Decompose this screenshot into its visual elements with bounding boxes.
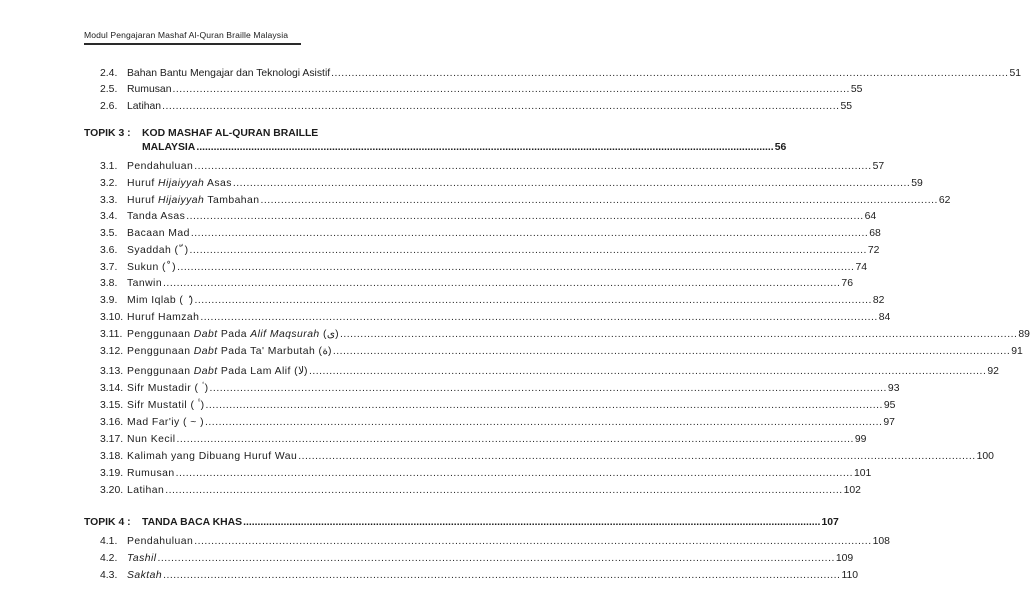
entry-title-text: Bahan Bantu Mengajar dan Teknologi Asistif <box>127 68 331 79</box>
entry-title <box>127 82 171 98</box>
entry-number: 3.3. <box>100 195 118 206</box>
entry-title-text: Pada <box>217 329 251 340</box>
entry-title <box>127 66 330 82</box>
entry-number: 3.18. <box>100 451 124 462</box>
entry-page-number: 62 <box>938 195 951 206</box>
dot-leader: ........................................................................................................................................................................................................ <box>332 346 1011 357</box>
dot-leader: ........................................................................................................................................................................................................ <box>175 468 853 479</box>
topic-heading[interactable] <box>84 515 839 531</box>
entry-page-number: 100 <box>976 451 994 462</box>
entry-page-number: 64 <box>864 211 877 222</box>
dot-leader: ........................................................................................................................................................................................................ <box>339 329 1018 340</box>
toc-entry[interactable] <box>84 449 994 465</box>
toc-entry[interactable] <box>84 310 891 326</box>
entry-page-number: 92 <box>987 366 999 377</box>
toc-entry[interactable] <box>84 276 853 292</box>
entry-title-text: Syaddah ( ّ ) <box>127 245 189 256</box>
entry-title-italic: Dabt <box>193 329 218 340</box>
entry-title-italic: Tashil <box>127 553 157 564</box>
entry-title-text: Rumusan <box>127 468 175 479</box>
entry-page-number: 110 <box>841 570 859 581</box>
entry-number: 3.17. <box>100 434 124 445</box>
entry-title <box>127 364 308 380</box>
topic-title: TANDA BACA KHAS <box>142 517 243 528</box>
toc-entry[interactable] <box>84 466 872 482</box>
entry-number: 3.1. <box>100 161 118 172</box>
toc-entry[interactable] <box>84 99 853 115</box>
entry-page-number: 57 <box>872 161 885 172</box>
entry-title-text: Latihan <box>127 485 165 496</box>
entry-number: 4.1. <box>100 536 118 547</box>
entry-title-text: Huruf Hamzah <box>127 312 200 323</box>
toc-entry[interactable] <box>84 176 923 192</box>
entry-title-text: Sukun ( ْ ) <box>127 262 177 273</box>
header-rule <box>84 43 301 45</box>
entry-title <box>127 327 339 343</box>
entry-title <box>127 293 193 309</box>
entry-page-number: 108 <box>872 536 890 547</box>
entry-title <box>127 398 205 414</box>
entry-title-text: Penggunaan <box>127 366 194 377</box>
entry-title-italic: Hijaiyyah <box>158 178 205 189</box>
toc-entry[interactable] <box>84 432 867 448</box>
entry-title-italic: Alif Maqsurah <box>250 329 320 340</box>
dot-leader: ........................................................................................................................................................................................................ <box>157 553 835 564</box>
topic-label: TOPIK 3 : <box>84 128 131 139</box>
entry-title-text: Pendahuluan <box>127 536 194 547</box>
entry-title <box>127 381 209 397</box>
dot-leader: ........................................................................................................................................................................................................ <box>200 312 878 323</box>
entry-title-italic: Saktah <box>127 570 163 581</box>
entry-number: 3.16. <box>100 417 124 428</box>
entry-page-number: 74 <box>855 262 867 273</box>
entry-title <box>127 534 193 550</box>
entry-title <box>127 159 193 175</box>
entry-number: 3.20. <box>100 485 124 496</box>
entry-number: 3.14. <box>100 383 124 394</box>
entry-title <box>127 415 204 431</box>
toc-entry[interactable] <box>84 260 867 276</box>
toc-entry[interactable] <box>84 193 951 209</box>
entry-page-number: 51 <box>1009 68 1022 79</box>
entry-page-number: 82 <box>872 295 885 306</box>
entry-title-text: Penggunaan <box>127 329 194 340</box>
dot-leader: ........................................................................................................................................................................................................ <box>209 383 887 394</box>
toc-entry[interactable] <box>84 226 881 242</box>
topic-page-number: 56 <box>774 142 787 153</box>
entry-title-text: Tambahan <box>204 195 260 206</box>
entry-page-number: 93 <box>887 383 900 394</box>
entry-title <box>127 568 162 584</box>
entry-title-text: Sifr Mustadir ( ۟ ) <box>127 383 209 394</box>
entry-number: 3.9. <box>100 295 118 306</box>
toc-entry[interactable] <box>84 534 890 550</box>
topic-label: TOPIK 4 : <box>84 517 131 528</box>
toc-entry[interactable] <box>84 483 861 499</box>
entry-title-text: Pada Lam Alif (لا) <box>217 366 308 377</box>
entry-page-number: 97 <box>883 417 895 428</box>
dot-leader: ........................................................................................................................................................................................................ <box>163 570 841 581</box>
entry-number: 4.3. <box>100 570 118 581</box>
entry-title-text: Nun Kecil <box>127 434 176 445</box>
toc-entry[interactable] <box>84 381 900 397</box>
entry-number: 3.7. <box>100 262 118 273</box>
dot-leader: ........................................................................................................................................................................................................ <box>298 451 976 462</box>
entry-number: 3.4. <box>100 211 118 222</box>
entry-title <box>127 99 161 115</box>
entry-number: 3.8. <box>100 278 118 289</box>
dot-leader: ........................................................................................................................................................................................................ <box>232 178 911 189</box>
dot-leader: ........................................................................................................................................................................................................ <box>186 211 864 222</box>
entry-title-text: (ى) <box>319 329 339 340</box>
toc-entry[interactable] <box>84 82 863 98</box>
entry-number: 3.6. <box>100 245 118 256</box>
entry-title-text: Pendahuluan <box>127 161 194 172</box>
entry-page-number: 95 <box>883 400 896 411</box>
toc-entry[interactable] <box>84 66 1022 82</box>
dot-leader: ........................................................................................................................................................................................................ <box>196 142 774 153</box>
dot-leader: ........................................................................................................................................................................................................ <box>162 101 840 112</box>
entry-number: 3.5. <box>100 228 118 239</box>
toc-entry[interactable] <box>84 344 1023 360</box>
entry-title <box>127 226 190 242</box>
dot-leader: ........................................................................................................................................................................................................ <box>163 278 841 289</box>
dot-leader: ........................................................................................................................................................................................................ <box>194 161 872 172</box>
dot-leader: ........................................................................................................................................................................................................ <box>189 245 867 256</box>
entry-number: 2.5. <box>100 84 118 95</box>
entry-title-text: Pada Ta' Marbutah (ة) <box>217 346 332 357</box>
topic-title: KOD MASHAF AL-QURAN BRAILLE <box>142 128 319 139</box>
entry-title-text: Sifr Mustatil ( ۠ ) <box>127 400 205 411</box>
toc-entry[interactable] <box>84 364 999 380</box>
entry-page-number: 89 <box>1018 329 1030 340</box>
entry-number: 3.10. <box>100 312 124 323</box>
entry-page-number: 59 <box>911 178 923 189</box>
entry-page-number: 55 <box>850 84 863 95</box>
entry-title <box>127 551 156 567</box>
entry-title <box>127 466 175 482</box>
dot-leader: ........................................................................................................................................................................................................ <box>331 68 1009 79</box>
toc-entry[interactable] <box>84 293 885 309</box>
entry-title-text: Huruf <box>127 195 158 206</box>
entry-title <box>127 483 164 499</box>
entry-number: 3.13. <box>100 366 124 377</box>
entry-title-text: Bacaan Mad <box>127 228 190 239</box>
entry-title-text: Kalimah yang Dibuang Huruf Wau <box>127 451 298 462</box>
entry-title-italic: Dabt <box>193 366 218 377</box>
entry-page-number: 99 <box>854 434 867 445</box>
toc-entry[interactable] <box>84 209 877 225</box>
entry-page-number: 55 <box>840 101 853 112</box>
dot-leader: ........................................................................................................................................................................................................ <box>165 485 843 496</box>
topic-title: MALAYSIA <box>142 142 196 153</box>
entry-title <box>127 344 332 360</box>
entry-title <box>127 243 189 259</box>
entry-number: 3.12. <box>100 346 124 357</box>
entry-number: 2.4. <box>100 68 118 79</box>
toc-entry[interactable] <box>84 415 895 431</box>
entry-title-italic: Dabt <box>193 346 218 357</box>
dot-leader: ........................................................................................................................................................................................................ <box>243 517 821 528</box>
entry-page-number: 109 <box>835 553 854 564</box>
entry-title-text: Huruf <box>127 178 158 189</box>
dot-leader: ........................................................................................................................................................................................................ <box>308 366 987 377</box>
entry-title <box>127 449 297 465</box>
toc-entry[interactable] <box>84 243 880 259</box>
entry-page-number: 101 <box>854 468 872 479</box>
entry-title-text: Asas <box>204 178 232 189</box>
entry-title <box>127 260 176 276</box>
entry-page-number: 68 <box>869 228 881 239</box>
entry-number: 3.15. <box>100 400 124 411</box>
entry-number: 3.2. <box>100 178 118 189</box>
dot-leader: ........................................................................................................................................................................................................ <box>190 228 869 239</box>
entry-title-text: Latihan <box>127 101 162 112</box>
dot-leader: ........................................................................................................................................................................................................ <box>177 262 855 273</box>
entry-title <box>127 432 176 448</box>
entry-title-text: Tanwin <box>127 278 163 289</box>
entry-title-italic: Hijaiyyah <box>158 195 205 206</box>
toc-entry[interactable] <box>84 551 854 567</box>
entry-number: 4.2. <box>100 553 118 564</box>
dot-leader: ........................................................................................................................................................................................................ <box>260 195 938 206</box>
entry-title <box>127 276 162 292</box>
toc-entry[interactable] <box>84 568 859 584</box>
topic-heading[interactable] <box>84 126 787 156</box>
entry-page-number: 91 <box>1011 346 1023 357</box>
entry-title-text: Penggunaan <box>127 346 194 357</box>
dot-leader: ........................................................................................................................................................................................................ <box>194 295 872 306</box>
dot-leader: ........................................................................................................................................................................................................ <box>176 434 854 445</box>
dot-leader: ........................................................................................................................................................................................................ <box>205 417 883 428</box>
entry-title <box>127 209 185 225</box>
toc-entry[interactable] <box>84 398 896 414</box>
entry-page-number: 102 <box>843 485 861 496</box>
toc-entry[interactable] <box>84 159 885 175</box>
entry-title-text: Mad Far'iy ( ~ ) <box>127 417 205 428</box>
entry-page-number: 72 <box>867 245 880 256</box>
entry-title-text: Rumusan <box>127 84 172 95</box>
entry-number: 2.6. <box>100 101 118 112</box>
entry-number: 3.19. <box>100 468 124 479</box>
topic-page-number: 107 <box>821 517 839 528</box>
dot-leader: ........................................................................................................................................................................................................ <box>205 400 883 411</box>
running-header: Modul Pengajaran Mashaf Al-Quran Braille Malaysia <box>84 30 289 40</box>
entry-title <box>127 310 199 326</box>
dot-leader: ........................................................................................................................................................................................................ <box>194 536 872 547</box>
dot-leader: ........................................................................................................................................................................................................ <box>172 84 850 95</box>
entry-title <box>127 193 260 209</box>
entry-page-number: 76 <box>841 278 853 289</box>
entry-title-text: Tanda Asas <box>127 211 186 222</box>
toc-entry[interactable] <box>84 327 1030 343</box>
entry-page-number: 84 <box>878 312 891 323</box>
entry-title-text: Mim Iqlab ( ۢ ) <box>127 295 194 306</box>
entry-title <box>127 176 232 192</box>
entry-number: 3.11. <box>100 329 123 340</box>
